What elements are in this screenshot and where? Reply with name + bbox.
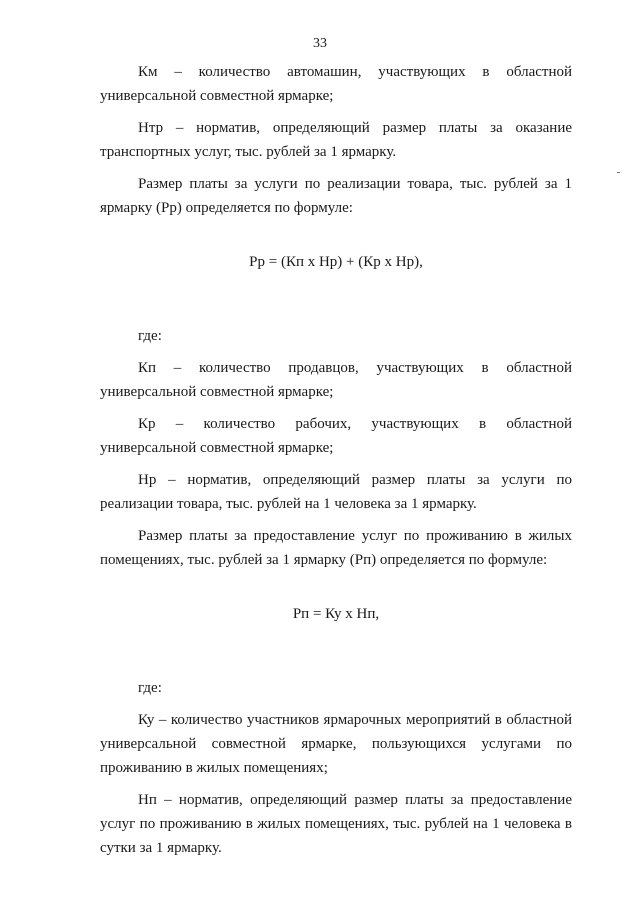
formula-rr: Рр = (Кп х Нр) + (Кр х Нр),	[249, 254, 423, 270]
where-label: где:	[138, 328, 162, 344]
definition-kp: Кп – количество продавцов, участвующих в областной универсальной совместной ярмарке;	[100, 360, 572, 400]
rr-intro-paragraph: Размер платы за услуги по реализации товара, тыс. рублей за 1 ярмарку (Рр) определяется по формуле:	[100, 176, 572, 216]
definition-kr: Кр – количество рабочих, участвующих в областной универсальной совместной ярмарке;	[100, 416, 572, 456]
formula-rp: Рп = Ку х Нп,	[292, 606, 380, 622]
margin-mark	[617, 172, 620, 173]
definition-np: Нп – норматив, определяющий размер платы за предоставление услуг по проживанию в жилых помещениях, тыс. рублей на 1 человека в сутки за 1 ярмарку.	[100, 792, 572, 856]
definition-nr: Нр – норматив, определяющий размер платы за услуги по реализации товара, тыс. рублей на 1 человека за 1 ярмарку.	[100, 472, 572, 512]
where-label: где:	[138, 680, 162, 696]
page-number: 33	[313, 36, 327, 51]
document-body	[100, 60, 572, 868]
definition-km: Км – количество автомашин, участвующих в областной универсальной совместной ярмарке;	[100, 64, 572, 104]
rp-intro-paragraph: Размер платы за предоставление услуг по проживанию в жилых помещениях, тыс. рублей за 1 ярмарку (Рп) определяется по формуле:	[100, 528, 572, 568]
definition-ntr: Нтр – норматив, определяющий размер платы за оказание транспортных услуг, тыс. рублей за 1 ярмарку.	[100, 120, 572, 160]
definition-ku: Ку – количество участников ярмарочных мероприятий в областной универсальной совместной ярмарке, пользующихся услугами по проживанию в жилых помещениях;	[100, 712, 572, 776]
